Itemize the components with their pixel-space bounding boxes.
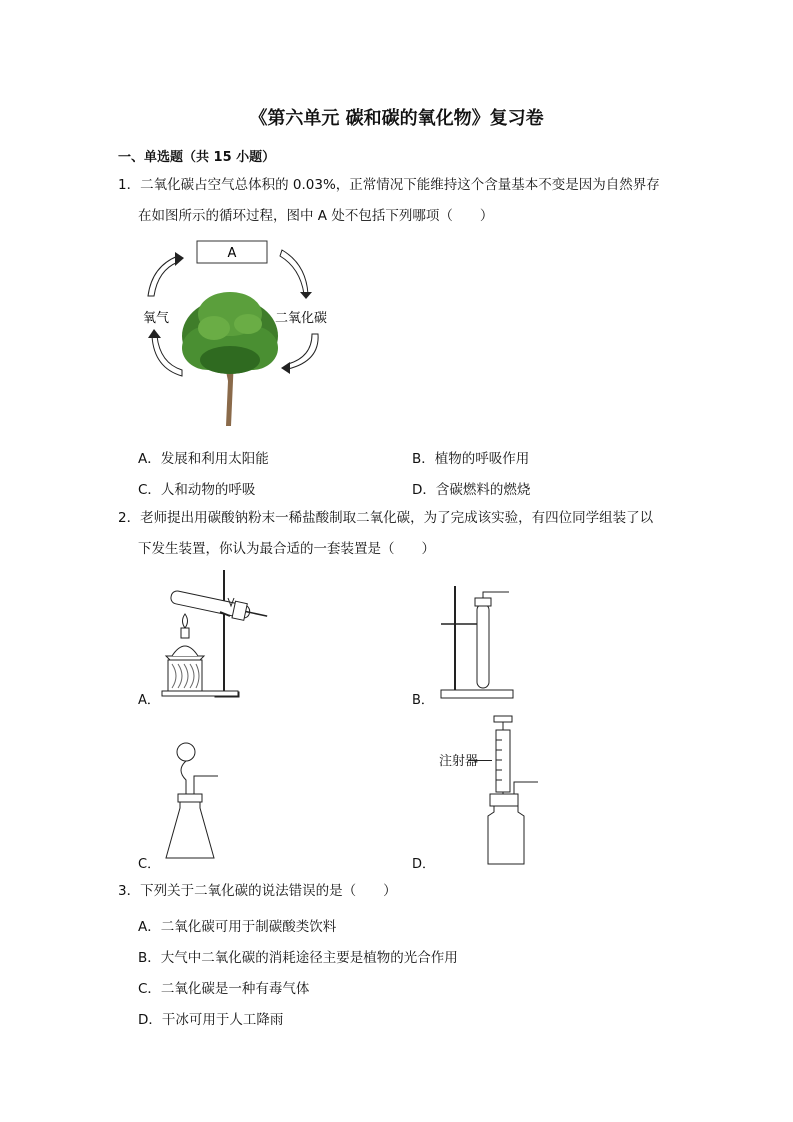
oxygen-label: 氧气 [143, 311, 170, 326]
box-a-label: A [227, 246, 237, 261]
q3-stem: 3．下列关于二氧化碳的说法错误的是（ ） [118, 883, 397, 899]
arrow-tree-to-oxygen [152, 336, 182, 376]
apparatus-c [162, 740, 224, 868]
q2-label-c: C． [138, 857, 161, 872]
q2-label-b: B． [412, 693, 434, 708]
section-heading: 一、单选题（共 15 小题） [118, 150, 276, 165]
tree-image [182, 292, 278, 426]
q3-option-c: C．二氧化碳是一种有毒气体 [138, 981, 310, 997]
co2-label: 二氧化碳 [275, 311, 328, 326]
arrow-a-to-co2 [280, 250, 308, 294]
apparatus-b [437, 582, 517, 704]
apparatus-d [480, 712, 544, 868]
q1-option-d: D．含碳燃料的燃烧 [412, 482, 531, 498]
q3-option-d: D．干冰可用于人工降雨 [138, 1012, 284, 1028]
q1-stem-line2: 在如图所示的循环过程，图中 A 处不包括下列哪项（ ） [138, 208, 494, 224]
q1-stem-line1: 1．二氧化碳占空气总体积的 0.03%，正常情况下能维持这个含量基本不变是因为自然界存 [118, 177, 660, 193]
q2-label-d: D． [412, 857, 436, 872]
syringe-pointer [468, 760, 492, 761]
q3-option-a: A．二氧化碳可用于制碳酸类饮料 [138, 919, 337, 935]
q1-option-a: A．发展和利用太阳能 [138, 451, 269, 467]
q1-option-b: B．植物的呼吸作用 [412, 451, 530, 467]
apparatus-a [160, 566, 272, 704]
q2-stem-line2: 下发生装置，你认为最合适的一套装置是（ ） [138, 541, 435, 557]
q2-label-a: A． [138, 693, 160, 708]
q1-option-c: C．人和动物的呼吸 [138, 482, 256, 498]
arrow-oxygen-to-a [148, 256, 178, 296]
arrow-co2-to-tree [288, 334, 318, 369]
page-title: 《第六单元 碳和碳的氧化物》复习卷 [249, 108, 544, 129]
q3-option-b: B．大气中二氧化碳的消耗途径主要是植物的光合作用 [138, 950, 458, 966]
q2-stem-line1: 2．老师提出用碳酸钠粉末一稀盐酸制取二氧化碳，为了完成该实验，有四位同学组装了以 [118, 510, 654, 526]
syringe-label: 注射器 [439, 754, 479, 769]
carbon-cycle-diagram [130, 236, 350, 432]
